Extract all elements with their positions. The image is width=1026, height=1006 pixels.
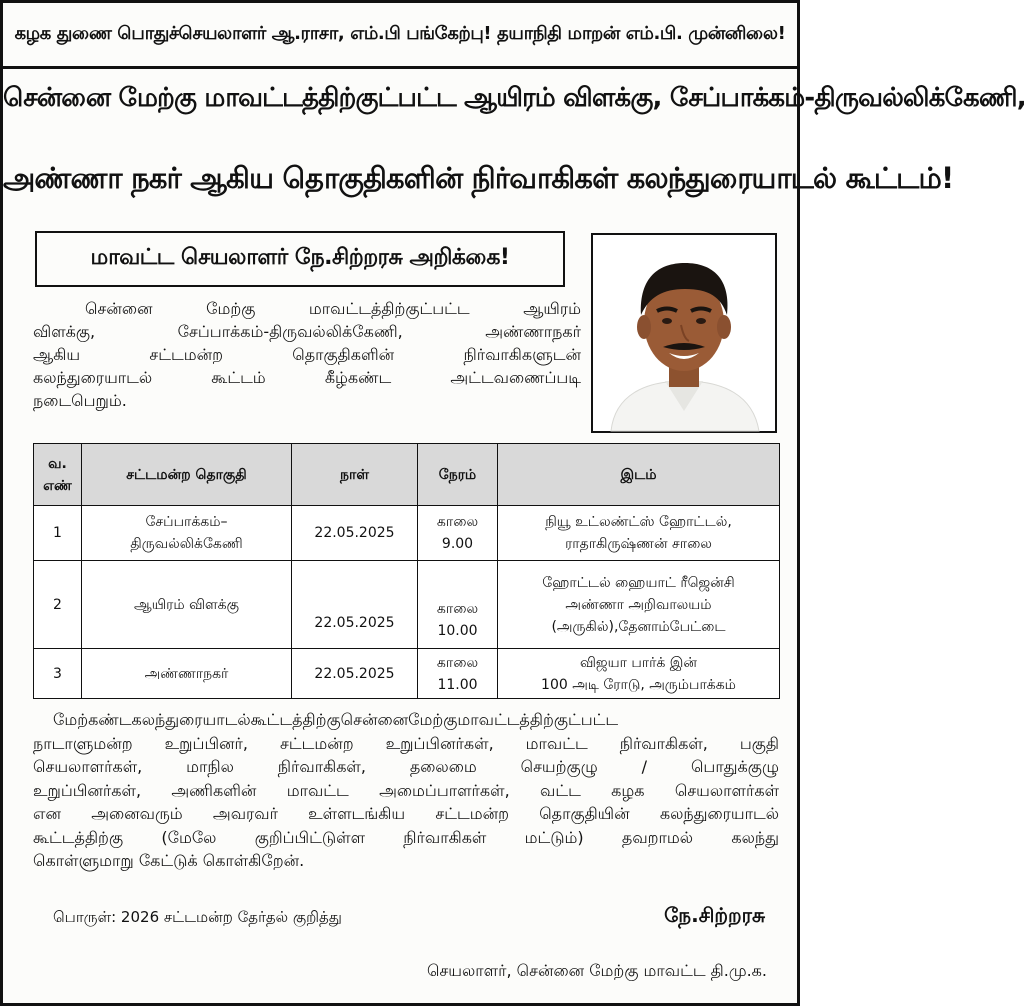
cell-date: 22.05.2025 [292, 506, 418, 561]
intro-line: ஆகிய சட்டமன்ற தொகுதிகளின் நிர்வாகிகளுடன் [33, 345, 581, 364]
table-row [34, 561, 780, 649]
header-venue: இடம் [498, 444, 780, 506]
cell-venue: ஹோட்டல் ஹையாட் ரீஜென்சி அண்ணா அறிவாலயம் (அருகில்),தேனாம்பேட்டை [498, 561, 780, 649]
cell-time: காலை 10.00 [418, 561, 498, 649]
closing-line: செயலாளர்கள், மாநில நிர்வாகிகள், தலைமை செயற்குழு / பொதுக்குழு [33, 757, 779, 776]
closing-line: என அனைவரும் அவரவர் உள்ளடங்கிய சட்டமன்ற தொகுதியின் கலந்துரையாடல் [33, 804, 779, 823]
cell-serial: 1 [34, 506, 82, 561]
intro-line: விளக்கு, சேப்பாக்கம்-திருவல்லிக்கேணி, அண்ணாநகர் [33, 322, 581, 341]
closing-paragraph [33, 708, 779, 873]
header-time: நேரம் [418, 444, 498, 506]
closing-line: மேற்கண்டகலந்துரையாடல்கூட்டத்திற்குசென்னைமேற்குமாவட்டத்திற்குட்பட்ட [53, 710, 619, 729]
cell-constituency: சேப்பாக்கம்– திருவல்லிக்கேணி [82, 506, 292, 561]
table-header-row [34, 444, 780, 506]
cell-constituency: ஆயிரம் விளக்கு [82, 561, 292, 649]
cell-serial: 2 [34, 561, 82, 649]
cell-venue: நியூ உட்லண்ட்ஸ் ஹோட்டல், ராதாகிருஷ்ணன் சாலை [498, 506, 780, 561]
cell-constituency: அண்ணாநகர் [82, 649, 292, 699]
meeting-schedule-table [33, 443, 780, 699]
table-row [34, 506, 780, 561]
intro-line: சென்னை மேற்கு மாவட்டத்திற்குட்பட்ட ஆயிரம் [85, 299, 581, 318]
header-serial: வ. எண் [34, 444, 82, 506]
cell-venue: விஜயா பார்க் இன் 100 அடி ரோடு, அரும்பாக்கம் [498, 649, 780, 699]
signatory-title: செயலாளர், சென்னை மேற்கு மாவட்ட தி.மு.க. [426, 961, 767, 980]
intro-paragraph [33, 297, 581, 412]
closing-line: கூட்டத்திற்கு (மேலே குறிப்பிட்டுள்ள நிர்வாகிகள் மட்டும்) தவறாமல் கலந்து [33, 827, 779, 847]
closing-line: நாடாளுமன்ற உறுப்பினர், சட்டமன்ற உறுப்பினர்கள், மாவட்ட நிர்வாகிகள், பகுதி [33, 733, 779, 753]
headline-line-2: அண்ணா நகர் ஆகிய தொகுதிகளின் நிர்வாகிகள் கலந்துரையாடல் கூட்டம்! [3, 161, 954, 195]
closing-line: உறுப்பினர்கள், அணிகளின் மாவட்ட அமைப்பாளர்கள், வட்ட கழக செயலாளர்கள் [33, 780, 779, 800]
cell-date: 22.05.2025 [292, 649, 418, 699]
portrait-photo [591, 233, 777, 433]
cell-date: 22.05.2025 [292, 561, 418, 649]
cell-time: காலை 9.00 [418, 506, 498, 561]
headline-line-1: சென்னை மேற்கு மாவட்டத்திற்குட்பட்ட ஆயிரம் விளக்கு, சேப்பாக்கம்-திருவல்லிக்கேணி, [3, 83, 1026, 113]
header-date: நாள் [292, 444, 418, 506]
closing-line: கொள்ளுமாறு கேட்டுக் கொள்கிறேன். [33, 851, 305, 870]
intro-line: நடைபெறும். [33, 391, 127, 410]
cell-time: காலை 11.00 [418, 649, 498, 699]
portrait-photo-icon [593, 235, 775, 431]
subhead-box: மாவட்ட செயலாளர் நே.சிற்றரசு அறிக்கை! [35, 231, 565, 287]
intro-line: கலந்துரையாடல் கூட்டம் கீழ்கண்ட அட்டவணைப்படி [33, 368, 581, 387]
subject-line: பொருள்: 2026 சட்டமன்ற தேர்தல் குறித்து [53, 908, 342, 926]
signatory-name: நே.சிற்றரசு [664, 903, 765, 927]
header-constituency: சட்டமன்ற தொகுதி [82, 444, 292, 506]
cell-serial: 3 [34, 649, 82, 699]
top-banner: கழக துணை பொதுச்செயலாளர் ஆ.ராசா, எம்.பி பங்கேற்பு! தயாநிதி மாறன் எம்.பி. முன்னிலை! [3, 3, 797, 69]
table-row [34, 649, 780, 699]
